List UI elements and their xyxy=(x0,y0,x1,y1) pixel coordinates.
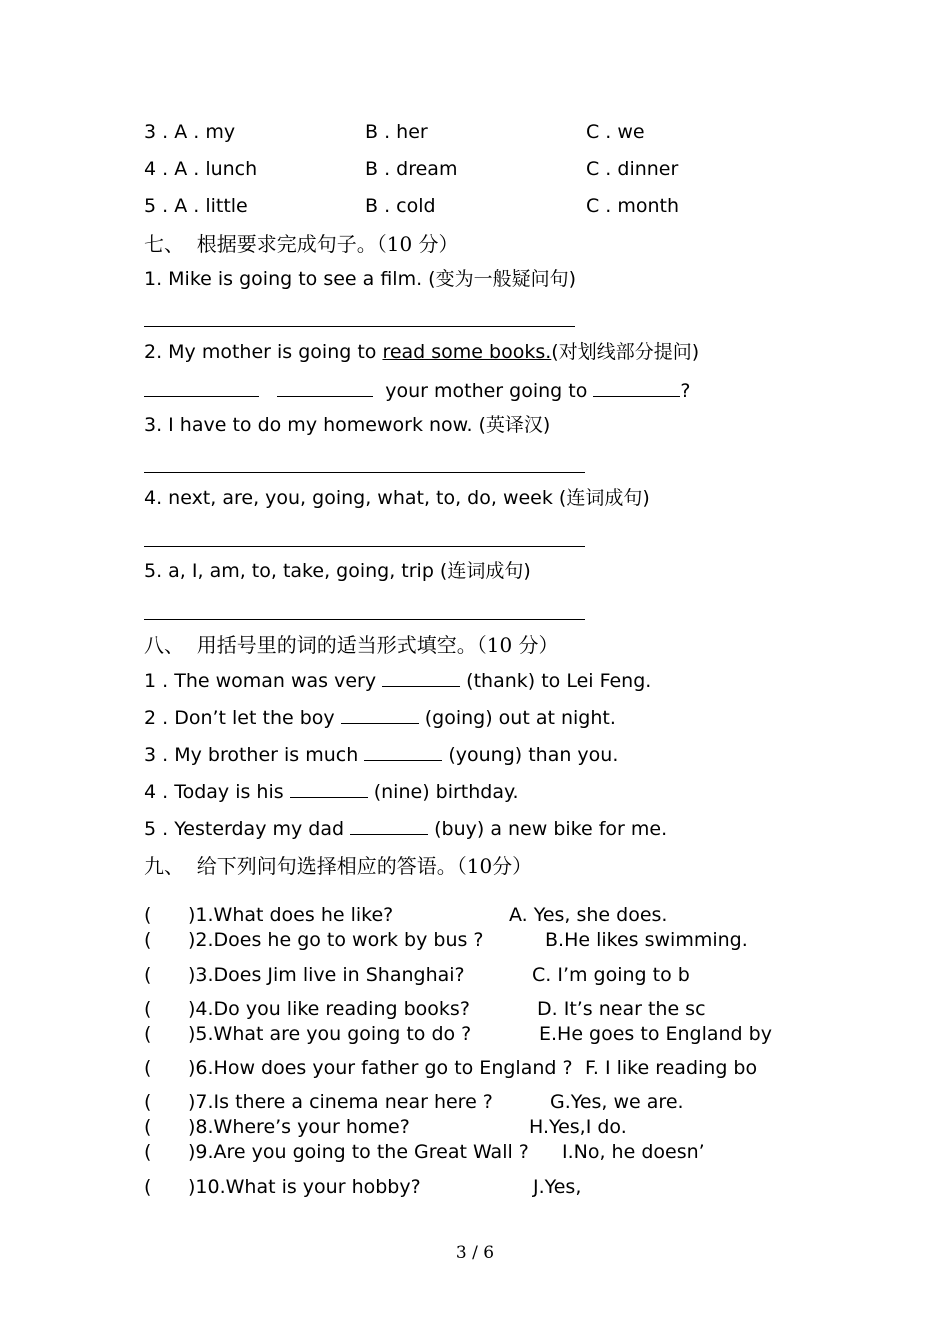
choice-a: 5 . A . little xyxy=(144,195,248,217)
blank[interactable] xyxy=(290,779,368,798)
item-hint: (nine) birthday. xyxy=(367,781,519,803)
match-question: )5.What are you going to do ? xyxy=(188,1023,472,1045)
section9-heading: 九、 给下列问句选择相应的答语。（10分） xyxy=(144,854,533,878)
item-hint: (thank) to Lei Feng. xyxy=(460,670,652,692)
match-answer: E.He goes to England by xyxy=(539,1023,772,1045)
paren-open[interactable]: ( xyxy=(144,929,152,951)
match-question: )4.Do you like reading books? xyxy=(188,998,470,1020)
choice-a: 3 . A . my xyxy=(144,121,236,143)
match-answer: G.Yes, we are. xyxy=(550,1091,684,1113)
choice-b: B . dream xyxy=(365,158,458,180)
paren-open[interactable]: ( xyxy=(144,1091,152,1113)
match-answer: C. I’m going to b xyxy=(532,964,690,986)
section8-item-3 xyxy=(144,742,618,767)
match-answer: I.No, he doesn’ xyxy=(562,1141,705,1163)
match-answer: J.Yes, xyxy=(533,1176,582,1198)
blank[interactable] xyxy=(350,816,428,835)
answer-line-5[interactable] xyxy=(144,619,585,620)
choice-a: 4 . A . lunch xyxy=(144,158,258,180)
choice-c: C . dinner xyxy=(586,158,679,180)
item-text: 4 . Today is his xyxy=(144,781,290,803)
paren-open[interactable]: ( xyxy=(144,1057,152,1079)
match-question: )1.What does he like? xyxy=(188,904,394,926)
match-question: )10.What is your hobby? xyxy=(188,1176,421,1198)
match-question: )6.How does your father go to England ? xyxy=(188,1057,573,1079)
match-question: )7.Is there a cinema near here ? xyxy=(188,1091,493,1113)
section7-q5: 5. a, I, am, to, take, going, trip (连词成句) xyxy=(144,560,531,582)
choice-c: C . month xyxy=(586,195,680,217)
choice-c: C . we xyxy=(586,121,645,143)
section8-heading: 八、 用括号里的词的适当形式填空。（10 分） xyxy=(144,633,559,657)
answer-line-3[interactable] xyxy=(144,472,585,473)
paren-open[interactable]: ( xyxy=(144,998,152,1020)
item-hint: (young) than you. xyxy=(442,744,619,766)
match-answer: B.He likes swimming. xyxy=(545,929,748,951)
q2-question-mark: ? xyxy=(680,380,691,402)
paren-open[interactable]: ( xyxy=(144,1023,152,1045)
paren-open[interactable]: ( xyxy=(144,1176,152,1198)
section8-item-1 xyxy=(144,668,651,693)
blank[interactable] xyxy=(382,668,460,687)
match-question: )9.Are you going to the Great Wall ? xyxy=(188,1141,529,1163)
q2-mid-text: your mother going to xyxy=(385,380,588,402)
blank[interactable] xyxy=(144,378,259,397)
item-text: 5 . Yesterday my dad xyxy=(144,818,351,840)
match-answer: F. I like reading bo xyxy=(585,1057,758,1079)
item-hint: (going) out at night. xyxy=(418,707,616,729)
blank[interactable] xyxy=(364,742,442,761)
q2-instruction: (对划线部分提问) xyxy=(551,341,700,363)
item-text: 1 . The woman was very xyxy=(144,670,383,692)
blank[interactable] xyxy=(593,378,680,397)
match-answer: A. Yes, she does. xyxy=(509,904,668,926)
section7-q2 xyxy=(144,340,699,364)
paren-open[interactable]: ( xyxy=(144,1116,152,1138)
choice-b: B . her xyxy=(365,121,428,143)
choice-b: B . cold xyxy=(365,195,436,217)
section7-heading: 七、 根据要求完成句子。（10 分） xyxy=(144,232,459,256)
section7-q4: 4. next, are, you, going, what, to, do, week (连词成句) xyxy=(144,487,650,509)
section7-q2-answer xyxy=(144,378,690,403)
q2-text: 2. My mother is going to xyxy=(144,341,383,363)
q2-underlined: read some books. xyxy=(382,341,552,363)
section7-q1: 1. Mike is going to see a film. (变为一般疑问句) xyxy=(144,268,576,290)
section8-item-2 xyxy=(144,705,616,730)
blank[interactable] xyxy=(277,378,373,397)
paren-open[interactable]: ( xyxy=(144,904,152,926)
section7-q3: 3. I have to do my homework now. (英译汉) xyxy=(144,414,551,436)
answer-line-1[interactable] xyxy=(144,326,575,327)
blank[interactable] xyxy=(341,705,419,724)
match-question: )8.Where’s your home? xyxy=(188,1116,410,1138)
match-question: )3.Does Jim live in Shanghai? xyxy=(188,964,465,986)
match-answer: H.Yes,I do. xyxy=(529,1116,627,1138)
match-answer: D. It’s near the sc xyxy=(537,998,706,1020)
paren-open[interactable]: ( xyxy=(144,964,152,986)
item-hint: (buy) a new bike for me. xyxy=(428,818,668,840)
paren-open[interactable]: ( xyxy=(144,1141,152,1163)
match-question: )2.Does he go to work by bus ? xyxy=(188,929,484,951)
item-text: 3 . My brother is much xyxy=(144,744,365,766)
answer-line-4[interactable] xyxy=(144,546,585,547)
section8-item-4 xyxy=(144,779,519,804)
item-text: 2 . Don’t let the boy xyxy=(144,707,341,729)
section8-item-5 xyxy=(144,816,667,841)
page-number: 3 / 6 xyxy=(455,1243,495,1263)
